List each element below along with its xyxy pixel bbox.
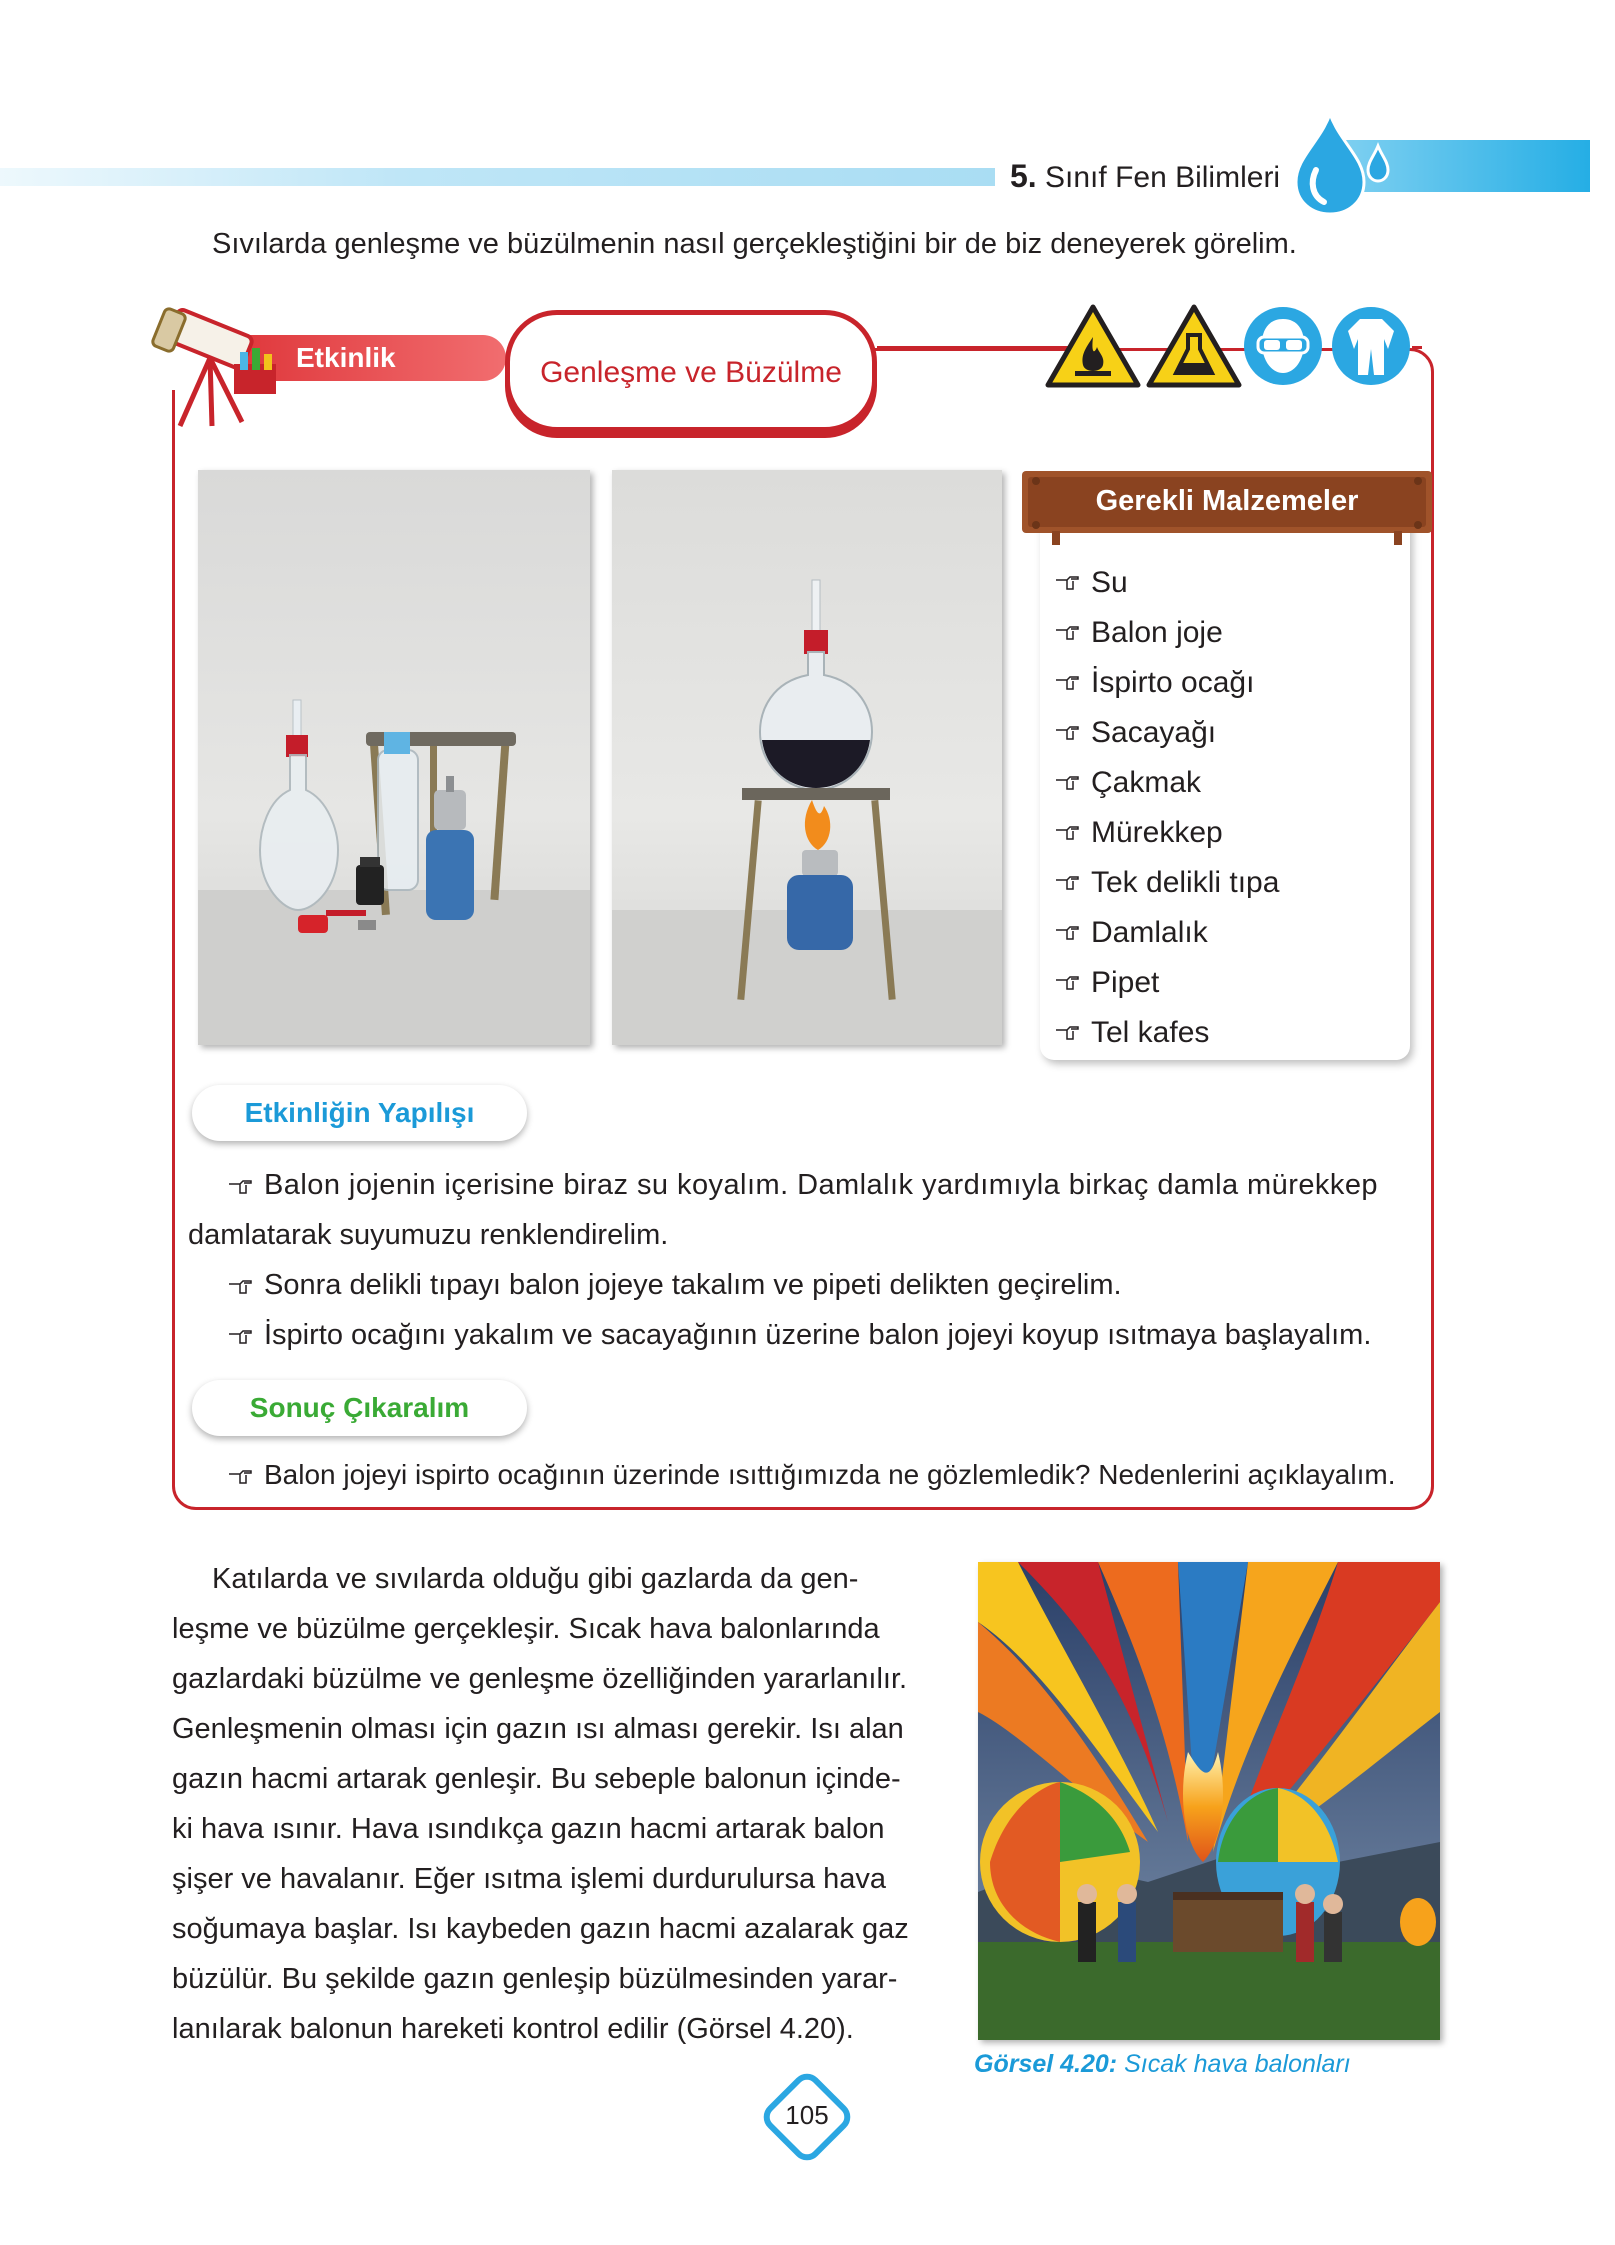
conclusion-question: Balon jojeyi ispirto ocağının üzerinde ısıttığımızda ne gözlemledik? Nedenlerini açıklayalım.: [228, 1450, 1395, 1500]
procedure-step: Sonra delikli tıpayı balon jojeye takalım ve pipeti delikten geçirelim.: [228, 1260, 1122, 1310]
materials-list: [1055, 558, 1279, 1058]
pointing-hand-icon: [228, 1470, 252, 1484]
list-item: Çakmak: [1055, 758, 1279, 808]
hot-air-balloon-photo: [978, 1562, 1440, 2040]
pointing-hand-icon: [1055, 626, 1079, 640]
intro-text: Sıvılarda genleşme ve büzülmenin nasıl gerçekleştiğini bir de biz deneyerek görelim.: [212, 228, 1297, 260]
list-item: Damlalık: [1055, 908, 1279, 958]
header-stripe: [0, 168, 995, 186]
materials-title: Gerekli Malzemeler: [1095, 485, 1359, 517]
water-drop-icon: [1282, 108, 1402, 218]
conclusion-heading: Sonuç Çıkaralım: [192, 1380, 527, 1436]
paragraph-line: lanılarak balonun hareketi kontrol edilir (Görsel 4.20).: [172, 2013, 854, 2045]
grade-number: 5.: [1010, 158, 1037, 194]
body-paragraph: [172, 1554, 942, 2054]
subject-name: Sınıf Fen Bilimleri: [1045, 161, 1281, 194]
paragraph-line: ki hava ısınır. Hava ısındıkça gazın hacmi artarak balon: [172, 1813, 885, 1845]
pointing-hand-icon: [228, 1330, 252, 1344]
pointing-hand-icon: [1055, 876, 1079, 890]
pointing-hand-icon: [1055, 676, 1079, 690]
header-title: [1010, 158, 1280, 195]
flammable-warning-icon: [1045, 303, 1141, 389]
pointing-hand-icon: [1055, 926, 1079, 940]
experiment-materials-photo: [198, 470, 590, 1045]
list-item: Mürekkep: [1055, 808, 1279, 858]
paragraph-line: gazlardaki büzülme ve genleşme özelliğinden yararlanılır.: [172, 1663, 908, 1695]
procedure-heading: Etkinliğin Yapılışı: [192, 1085, 527, 1141]
pointing-hand-icon: [228, 1280, 252, 1294]
paragraph-line: leşme ve büzülme gerçekleşir. Sıcak hava balonlarında: [172, 1613, 880, 1645]
list-item: İspirto ocağı: [1055, 658, 1279, 708]
telescope-icon: [150, 300, 290, 430]
figure-caption-text: Sıcak hava balonları: [1124, 2050, 1351, 2078]
list-item: Balon joje: [1055, 608, 1279, 658]
lab-coat-icon: [1330, 305, 1412, 387]
safety-goggles-icon: [1242, 305, 1324, 387]
pointing-hand-icon: [1055, 726, 1079, 740]
paragraph-line: şişer ve havalanır. Eğer ısıtma işlemi durdurulursa hava: [172, 1863, 887, 1895]
chemical-warning-icon: [1146, 303, 1242, 389]
figure-caption: [974, 2050, 1351, 2079]
list-item: Su: [1055, 558, 1279, 608]
activity-title: Genleşme ve Büzülme: [540, 356, 842, 389]
pointing-hand-icon: [1055, 576, 1079, 590]
figure-label: Görsel 4.20:: [974, 2050, 1118, 2078]
activity-tab: Etkinlik: [248, 335, 506, 381]
pointing-hand-icon: [1055, 826, 1079, 840]
procedure-step-continued: damlatarak suyumuzu renklendirelim.: [188, 1219, 669, 1251]
pointing-hand-icon: [1055, 776, 1079, 790]
list-item: Tel kafes: [1055, 1008, 1279, 1058]
pointing-hand-icon: [1055, 976, 1079, 990]
heated-flask-photo: [612, 470, 1002, 1045]
pointing-hand-icon: [228, 1180, 252, 1194]
page-number: 105: [785, 2100, 829, 2130]
list-item: Sacayağı: [1055, 708, 1279, 758]
paragraph-line: soğumaya başlar. Isı kaybeden gazın hacmi azalarak gaz: [172, 1913, 909, 1945]
frame-top-line-end: [1412, 346, 1422, 349]
procedure-step: Balon jojenin içerisine biraz su koyalım. Damlalık yardımıyla birkaç damla mürekkep: [228, 1160, 1428, 1210]
paragraph-line: Genleşmenin olması için gazın ısı alması gerekir. Isı alan: [172, 1713, 904, 1745]
list-item: Tek delikli tıpa: [1055, 858, 1279, 908]
paragraph-line: büzülür. Bu şekilde gazın genleşip büzülmesinden yarar-: [172, 1963, 898, 1995]
procedure-step: İspirto ocağını yakalım ve sacayağının üzerine balon jojeyi koyup ısıtmaya başlayalım.: [228, 1310, 1371, 1360]
list-item: Pipet: [1055, 958, 1279, 1008]
pointing-hand-icon: [1055, 1026, 1079, 1040]
paragraph-line: Katılarda ve sıvılarda olduğu gibi gazlarda da gen-: [212, 1563, 859, 1595]
paragraph-line: gazın hacmi artarak genleşir. Bu sebeple balonun içinde-: [172, 1763, 901, 1795]
